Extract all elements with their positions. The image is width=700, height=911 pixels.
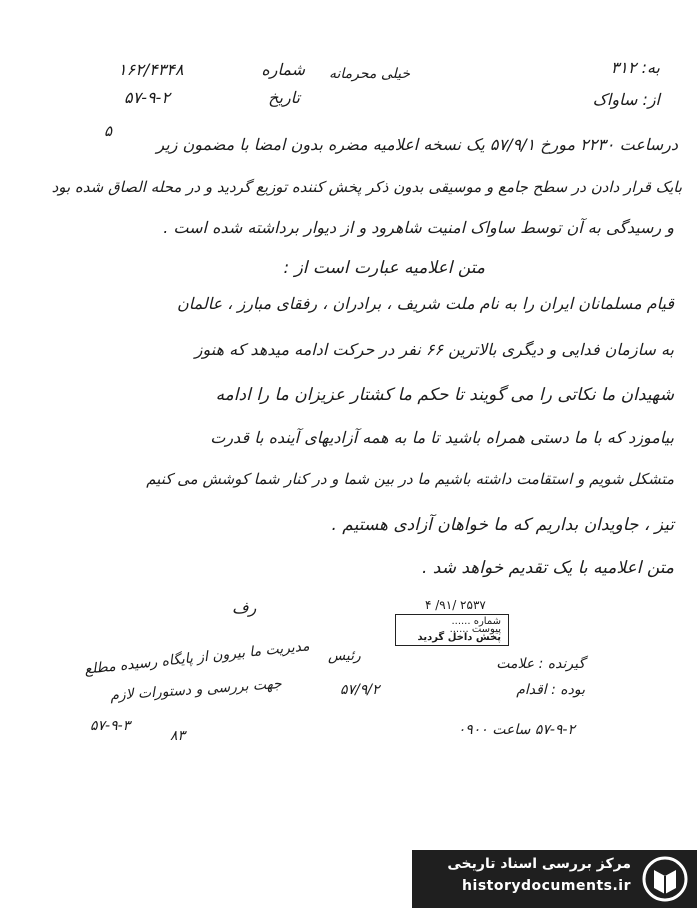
body-line-2: بایک قرار دادن در سطح جامع و موسیقی بدون ذکر پخش کننده توزیع گردید و در محله الصاق شده بود	[51, 178, 682, 196]
watermark-title: مرکز بررسی اسناد تاریخی	[447, 856, 631, 872]
body-line-8: بیاموزد که با ما دستی همراه باشید تا ما به همه آزادیهای آینده با قدرت	[210, 428, 674, 447]
archive-watermark	[412, 850, 697, 908]
body-line-3: و رسیدگی به آن توسط ساواک امنیت شاهرود و از دیوار برداشته شده است .	[163, 218, 674, 237]
footer-left-date: ۵۷-۹-۳	[90, 718, 131, 734]
header-ref-value: ۱۶۲/۴۳۴۸	[118, 60, 184, 79]
footer-signer-name: رئیس	[328, 648, 361, 664]
footer-right-note-2: بوده : اقدام	[516, 682, 585, 698]
body-line-10: تیز ، جاویدان بداریم که ما خواهان آزادی هستیم .	[331, 515, 674, 535]
body-line-6: به سازمان فدایی و دیگری بالاترین ۶۶ نفر در حرکت ادامه میدهد که هنوز	[194, 340, 674, 359]
stamp-date: ۴ /۹۱/ ۲۵۳۷	[425, 598, 486, 612]
book-icon	[641, 856, 689, 902]
footer-left-note-1: مدیریت ما بیرون از پایگاه رسیده مطلع	[83, 638, 311, 678]
footer-signer-date: ۵۷/۹/۲	[340, 682, 380, 698]
body-line-11: متن اعلامیه با یک تقدیم خواهد شد .	[422, 558, 674, 578]
body-mark: ۵	[104, 122, 113, 140]
footer-left-note-2: جهت بررسی و دستورات لازم	[109, 676, 283, 704]
header-date-value: ۵۷-۹-۲	[124, 88, 170, 107]
stamp-line-1: شماره ......	[451, 616, 501, 627]
header-ref-label: شماره	[261, 60, 305, 79]
header-classification: خیلی محرمانه	[328, 66, 410, 82]
footer-right-note-1: گیرنده : علامت	[496, 656, 585, 672]
stamp-line-2: پیوست ......	[449, 624, 501, 635]
body-line-7: شهیدان ما نکاتی را می گویند تا حکم ما کشتار عزیزان ما را ادامه	[215, 385, 674, 405]
received-stamp	[385, 598, 523, 656]
body-line-1: درساعت ۲۲۳۰ مورخ ۵۷/۹/۱ یک نسخه اعلامیه مضره بدون امضا با مضمون زیر	[156, 135, 678, 154]
body-rf: رف	[232, 598, 257, 617]
footer-left-num: ۸۳	[170, 728, 186, 744]
header-date-label: تاریخ	[268, 88, 300, 107]
body-line-5: قیام مسلمانان ایران را به نام ملت شریف ، برادران ، رفقای مبارز ، عالمان	[176, 294, 674, 313]
header-number: به: ۳۱۲	[610, 58, 660, 77]
footer-right-date: ۵۷-۹-۲ ساعت ۰۹۰۰	[457, 722, 575, 738]
stamp-line-3: پخش داخل گردید	[417, 632, 501, 643]
header-recipient: از: ساواک	[592, 90, 660, 109]
body-line-4: متن اعلامیه عبارت است از :	[283, 258, 485, 278]
watermark-url: historydocuments.ir	[462, 878, 631, 894]
body-line-9: متشکل شویم و استقامت داشته باشیم ما در بین شما و در کنار شما کوشش می کنیم	[146, 470, 674, 488]
